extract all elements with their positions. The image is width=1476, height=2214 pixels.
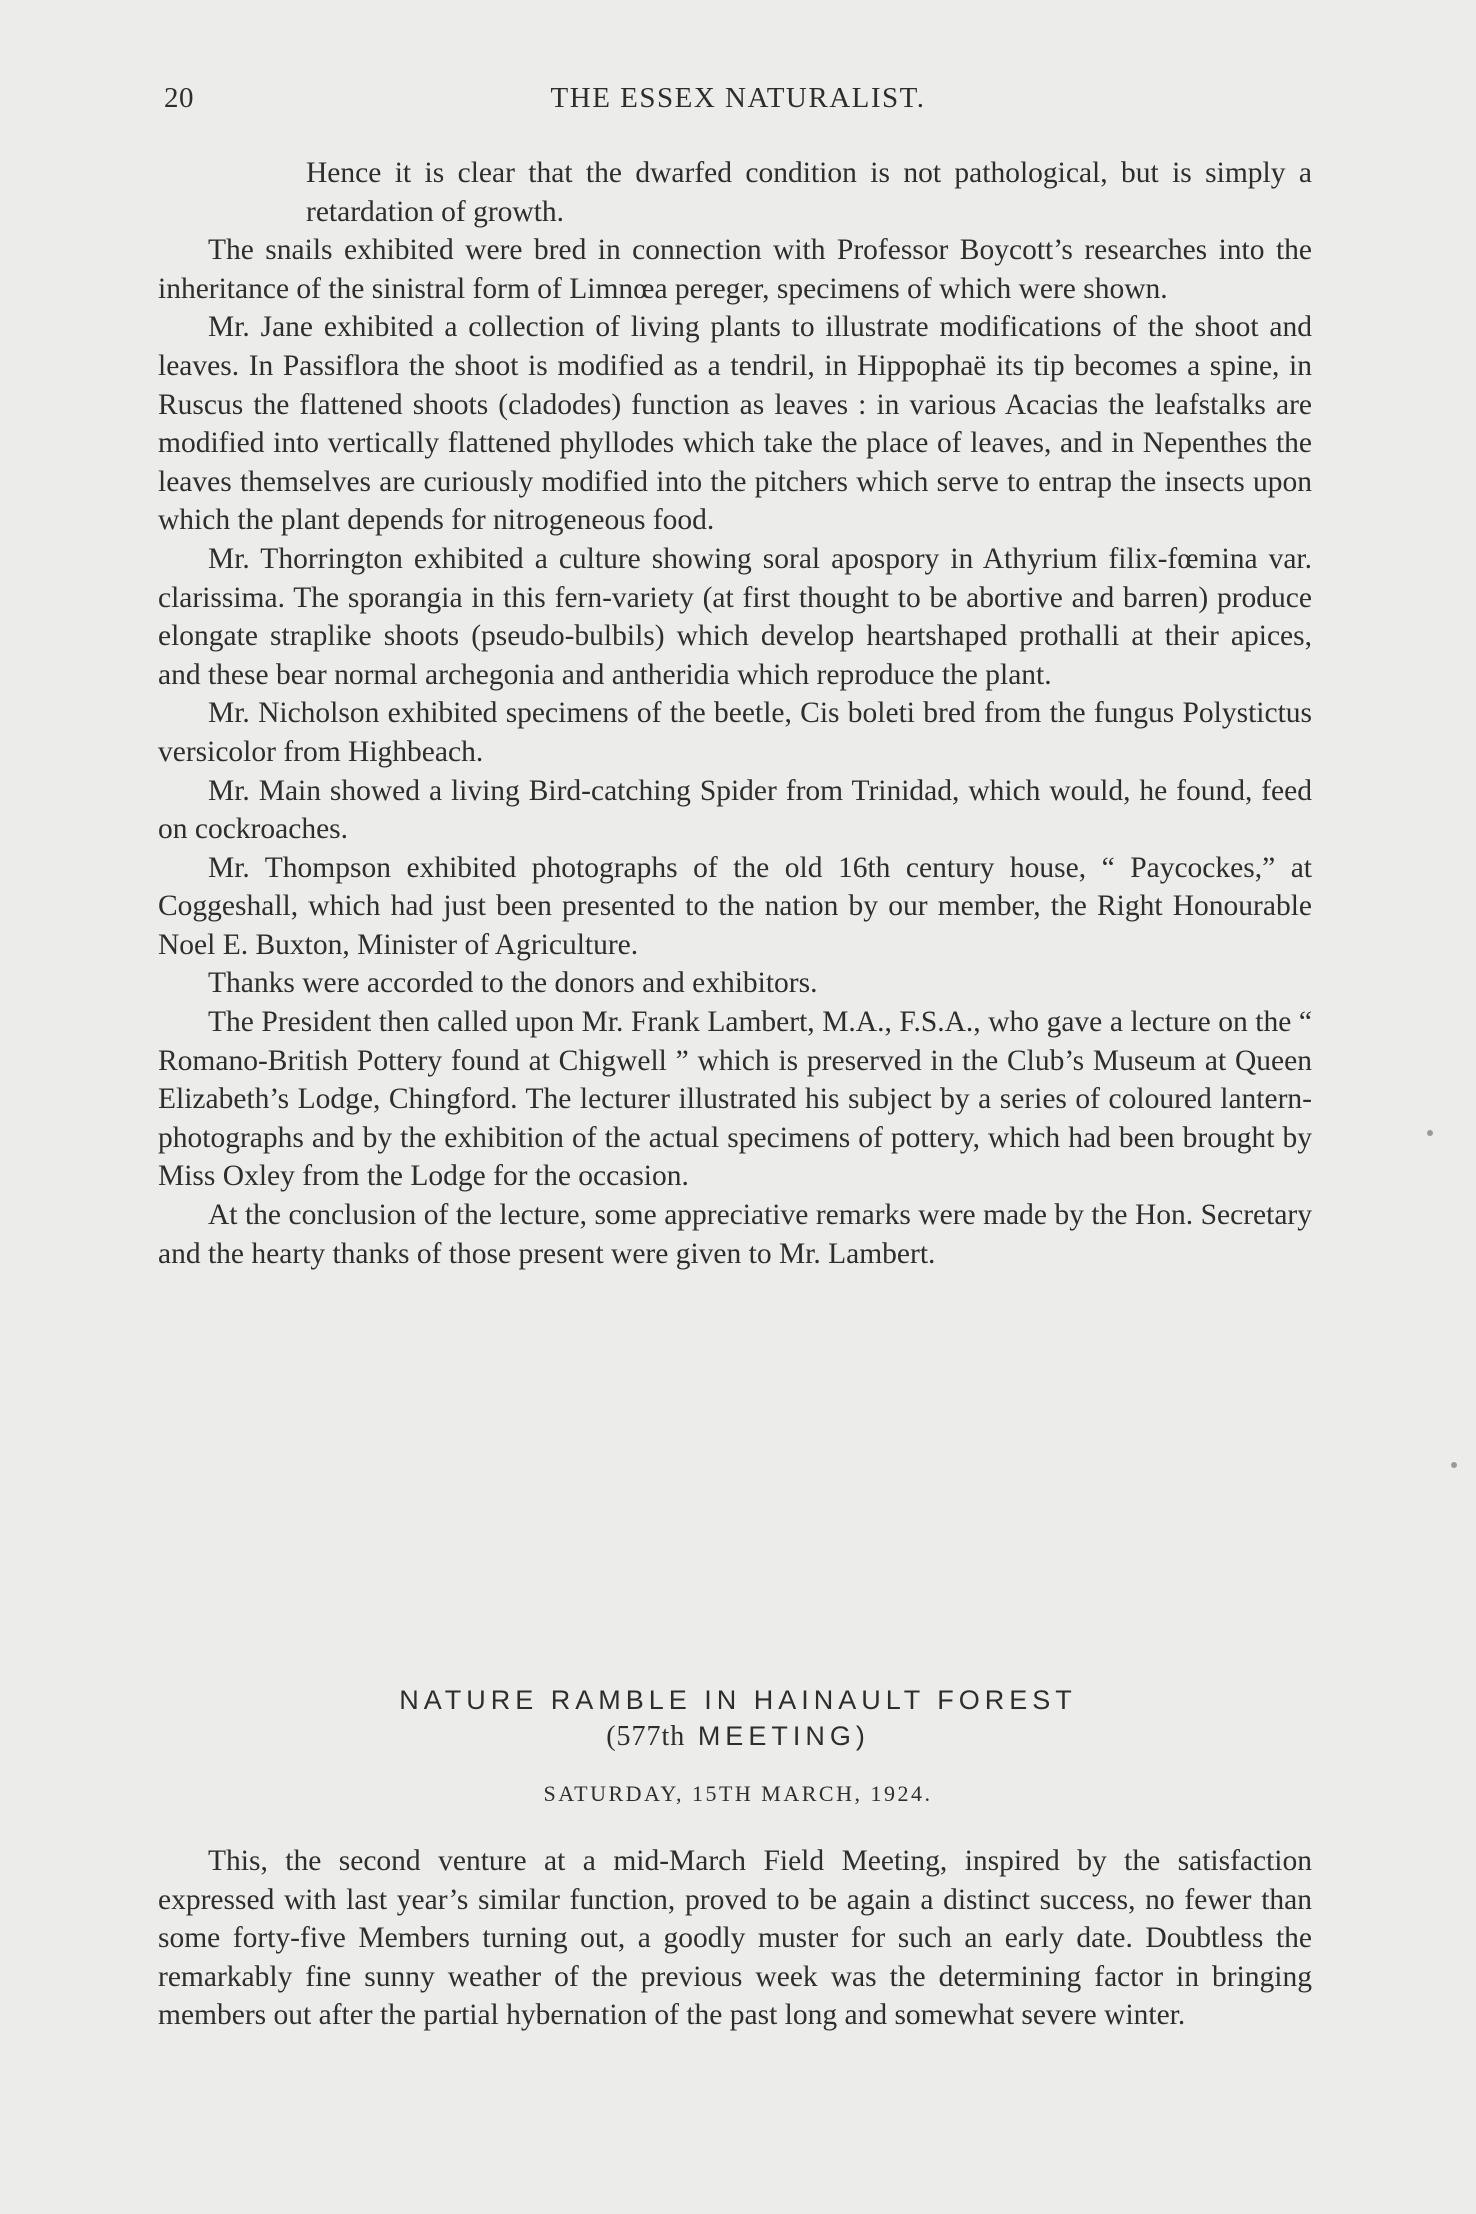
paragraph-ramble-intro: This, the second venture at a mid-March Field Meeting, inspired by the satisfaction expressed with last year’s similar function, proved to be again a distinct success, no fewer than some forty-five Members turning out, a goodly muster for such an early date. Doubtless the remarkably fine sunny weather of the previous week was the determining factor in bringing members out after the partial hybernation of the past long and somewhat severe winter. xyxy=(158,1845,1312,2032)
meeting-word: MEETING) xyxy=(697,1721,870,1751)
paragraph-main-spider: Mr. Main showed a living Bird-catching Spider from Trinidad, which would, he found, feed on cockroaches. xyxy=(158,774,1312,846)
article-body xyxy=(158,154,1312,1273)
paragraph-conclusion: Hence it is clear that the dwarfed condition is not pathological, but is simply a retardation of growth. xyxy=(306,157,1312,228)
meeting-date: SATURDAY, 15TH MARCH, 1924. xyxy=(543,1781,933,1806)
paper-speck xyxy=(1451,1462,1457,1468)
paragraph-thorrington-fern: Mr. Thorrington exhibited a culture showing soral apospory in Athyrium filix-fœmina var. clarissima. The sporangia in this fern-variety (at first thought to be abortive and barren) produce elongate straplike shoots (pseudo-bulbils) which develop heartshaped prothalli at their apices, and these bear normal archegonia and antheridia which reproduce the plant. xyxy=(158,542,1312,691)
meeting-number: (577th xyxy=(606,1721,686,1752)
paragraph-closing-remarks: At the conclusion of the lecture, some appreciative remarks were made by the Hon. Secretary and the hearty thanks of those present were given to Mr. Lambert. xyxy=(158,1199,1312,1270)
section-title xyxy=(0,1682,1476,1755)
paragraph-snails: The snails exhibited were bred in connection with Professor Boycott’s researches into the inheritance of the sinistral form of Limnœa pereger, specimens of which were shown. xyxy=(158,234,1312,305)
section-title-line1: NATURE RAMBLE IN HAINAULT FOREST xyxy=(399,1685,1077,1715)
paragraph-thompson-photographs: Mr. Thompson exhibited photographs of the old 16th century house, “ Paycockes,” at Coggeshall, which had just been presented to the nation by our member, the Right Honourable Noel E. Buxton, Minister of Agriculture. xyxy=(158,851,1312,961)
paragraph-nicholson-beetle: Mr. Nicholson exhibited specimens of the beetle, Cis boleti bred from the fungus Polystictus versicolor from Highbeach. xyxy=(158,697,1312,768)
paragraph-lambert-lecture: The President then called upon Mr. Frank Lambert, M.A., F.S.A., who gave a lecture on the “ Romano-British Pottery found at Chigwell ” which is preserved in the Club’s Museum at Queen Elizabeth’s Lodge, Chingford. The lecturer illustrated his subject by a series of coloured lantern-photographs and by the exhibition of the actual specimens of pottery, which had been brought by Miss Oxley from the Lodge for the occasion. xyxy=(158,1006,1312,1193)
paragraph-jane-plants: Mr. Jane exhibited a collection of living plants to illustrate modifications of the shoot and leaves. In Passiflora the shoot is modified as a tendril, in Hippophaë its tip becomes a spine, in Ruscus the flattened shoots (cladodes) function as leaves : in various Acacias the leafstalks are modified into vertically flattened phyllodes which take the place of leaves, and in Nepenthes the leaves themselves are curiously modified into the pitchers which serve to entrap the insects upon which the plant depends for nitrogeneous food. xyxy=(158,311,1312,537)
paragraph-thanks: Thanks were accorded to the donors and exhibitors. xyxy=(208,967,818,1000)
running-title: THE ESSEX NATURALIST. xyxy=(550,82,926,114)
page-number: 20 xyxy=(164,82,194,114)
section-heading-block xyxy=(0,1682,1476,1809)
paper-speck xyxy=(1427,1130,1433,1136)
ramble-body xyxy=(158,1842,1312,2035)
